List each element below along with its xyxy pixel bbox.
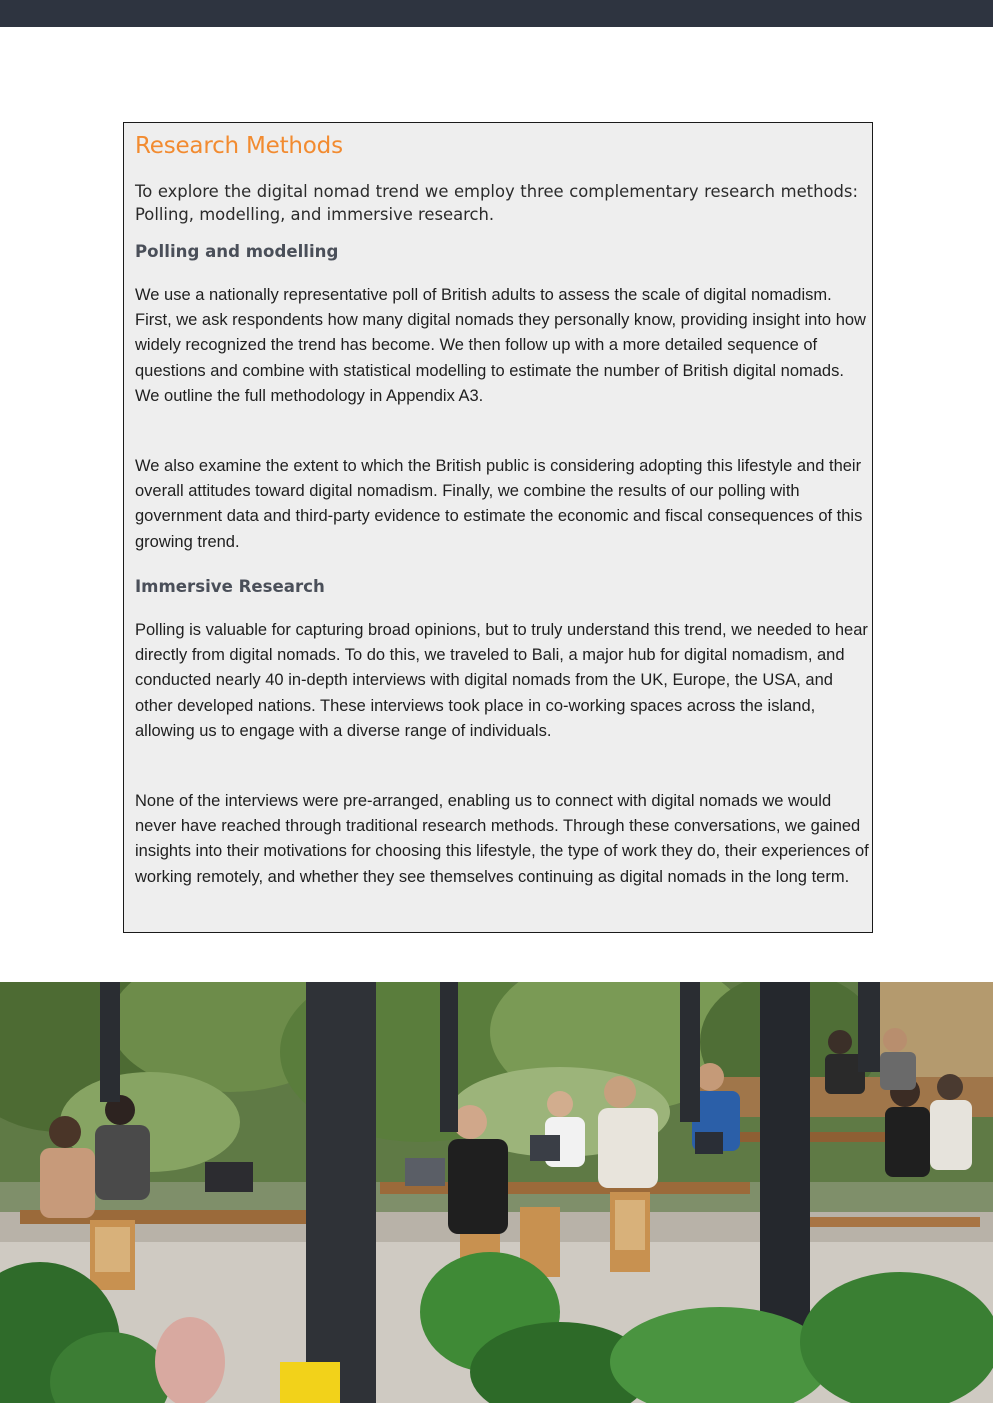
research-methods-box	[123, 122, 873, 933]
immersive-paragraph-1: Polling is valuable for capturing broad opinions, but to truly understand this trend, we needed to hear directly from digital nomads. To do this, we traveled to Bali, a major hub for digital nomadism, and conducted nearly 40 in-depth interviews with digital nomads from the UK, Europe, the USA, and other developed nations. These interviews took place in co-working spaces across the island, allowing us to engage with a diverse range of individuals.	[135, 621, 868, 740]
polling-paragraph-2: We also examine the extent to which the British public is considering adopting this lifestyle and their overall attitudes toward digital nomadism. Finally, we combine the results of our polling with government data and third-party evidence to estimate the economic and fiscal consequences of this growing trend.	[135, 457, 863, 551]
immersive-heading: Immersive Research	[135, 577, 325, 596]
intro-paragraph: To explore the digital nomad trend we employ three complementary research methods: Polling, modelling, and immersive research.	[135, 182, 858, 224]
polling-heading: Polling and modelling	[135, 242, 339, 261]
immersive-paragraph-2: None of the interviews were pre-arranged, enabling us to connect with digital nomads we would never have reached through traditional research methods. Through these conversations, we gained insights into their motivations for choosing this lifestyle, the type of work they do, their experiences of working remotely, and whether they see themselves continuing as digital nomads in the long term.	[135, 792, 869, 886]
coworking-space-photo	[0, 982, 993, 1403]
section-title: Research Methods	[135, 133, 343, 159]
top-bar	[0, 0, 993, 27]
polling-paragraph-1: We use a nationally representative poll of British adults to assess the scale of digital nomadism. First, we ask respondents how many digital nomads they personally know, providing insight into how widely recognized the trend has become. We then follow up with a more detailed sequence of questions and combine with statistical modelling to estimate the number of British digital nomads. We outline the full methodology in Appendix A3.	[135, 286, 866, 405]
